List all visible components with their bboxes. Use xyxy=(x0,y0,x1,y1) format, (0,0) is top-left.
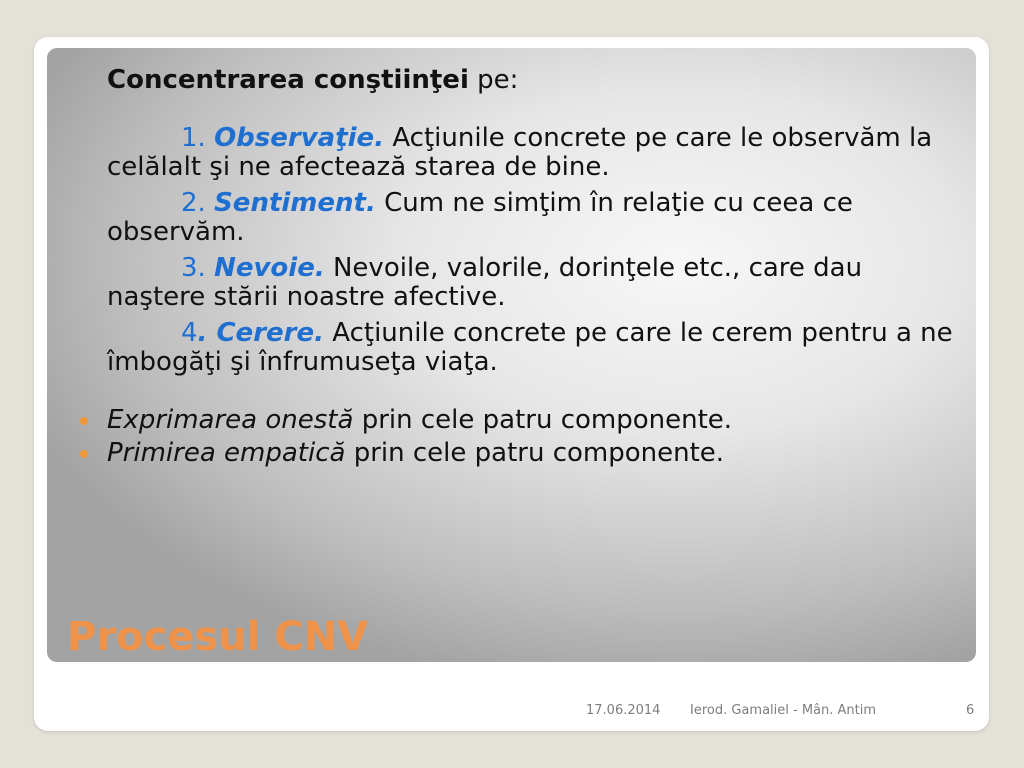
list-item xyxy=(107,124,957,182)
slide-body xyxy=(107,66,957,472)
footer-author: Ierod. Gamaliel - Mân. Antim xyxy=(690,703,877,718)
bullet-item xyxy=(107,406,957,435)
item-description: Cum ne simţim în relaţie cu ceea ce observăm. xyxy=(107,188,853,247)
item-number: 4 xyxy=(181,318,198,348)
heading-rest-text: pe: xyxy=(468,65,519,95)
item-term: Nevoie. xyxy=(214,253,325,283)
bullet-dot-icon xyxy=(80,417,88,425)
footer-date: 17.06.2014 xyxy=(586,703,661,718)
bullet-italic-text: Primirea empatică xyxy=(107,438,346,468)
bullet-dot-icon xyxy=(80,450,88,458)
item-description: Nevoile, valorile, dorinţele etc., care dau naştere stării noastre afective. xyxy=(107,253,863,312)
list-item xyxy=(107,319,957,377)
footer-page-number: 6 xyxy=(966,703,975,718)
item-number: 3. xyxy=(181,253,206,283)
item-number: 2. xyxy=(181,188,206,218)
slide-title: Procesul CNV xyxy=(67,614,369,660)
bullet-rest-text: prin cele patru componente. xyxy=(345,438,725,468)
body-heading xyxy=(107,66,957,95)
list-item xyxy=(107,189,957,247)
item-description: Acţiunile concrete pe care le cerem pentru a ne îmbogăţi şi înfrumuseţa viaţa. xyxy=(107,318,953,377)
bullet-rest-text: prin cele patru componente. xyxy=(353,405,733,435)
item-term: . Cerere. xyxy=(197,318,324,348)
bullet-italic-text: Exprimarea onestă xyxy=(107,405,354,435)
content-panel xyxy=(47,48,976,662)
item-number: 1. xyxy=(181,123,206,153)
list-item xyxy=(107,254,957,312)
heading-bold-text: Concentrarea conştiinţei xyxy=(107,65,469,95)
bullet-item xyxy=(107,439,957,468)
item-description: Acţiunile concrete pe care le observăm la celălalt şi ne afectează starea de bine. xyxy=(107,123,933,182)
item-term: Observaţie. xyxy=(214,123,385,153)
item-term: Sentiment. xyxy=(214,188,376,218)
